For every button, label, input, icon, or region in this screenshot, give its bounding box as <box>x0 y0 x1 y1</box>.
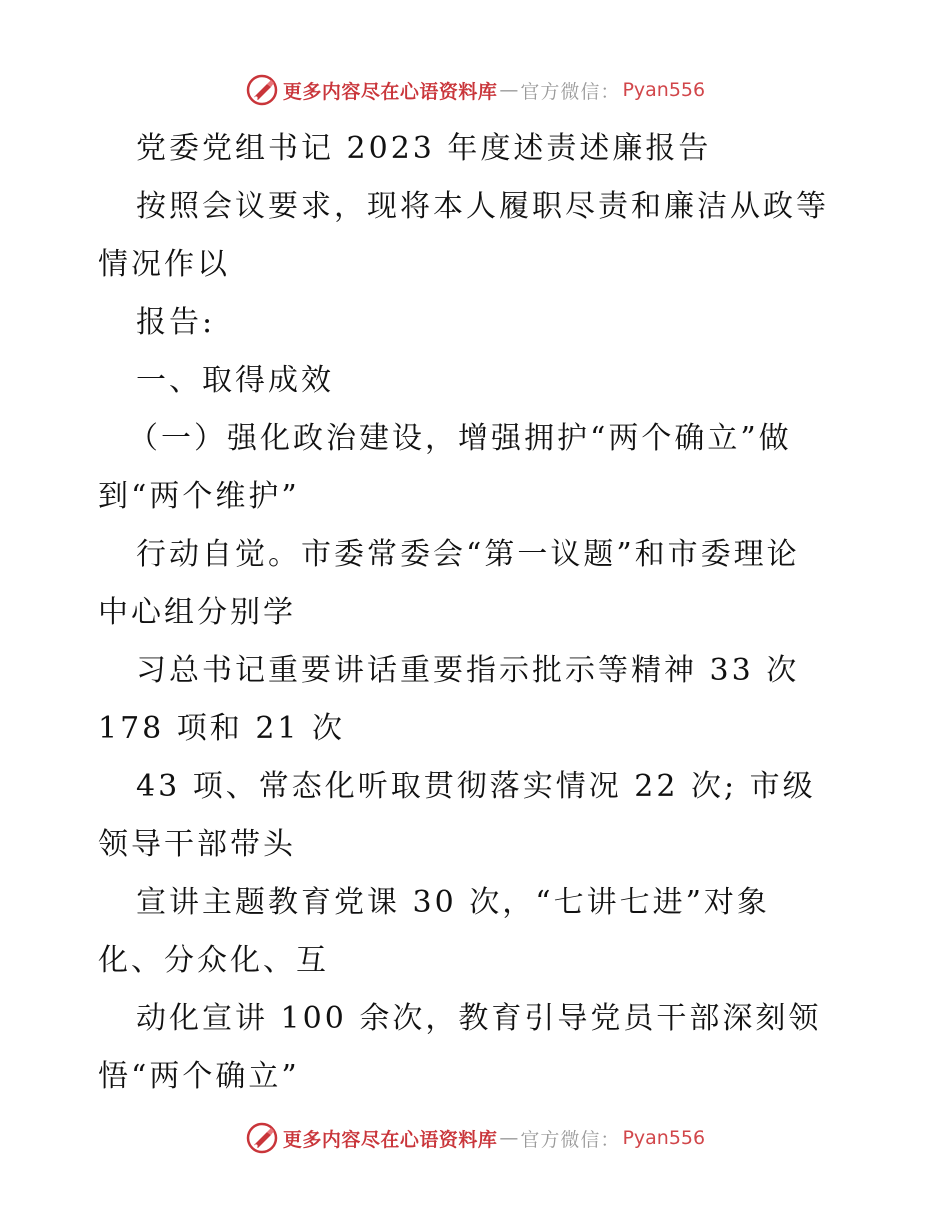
header-banner <box>0 70 950 110</box>
banner-main-text: 更多内容尽在心语资料库 <box>282 1128 498 1151</box>
paragraph-line: 动化宣讲 100 余次，教育引导党员干部深刻领 <box>136 1001 822 1036</box>
paragraph-line: 按照会议要求，现将本人履职尽责和廉洁从政等 <box>136 189 829 224</box>
banner-main-text: 更多内容尽在心语资料库 <box>282 80 498 103</box>
document-title: 党委党组书记 2023 年度述责述廉报告 <box>136 131 712 166</box>
paragraph-line: 宣讲主题教育党课 30 次，“七讲七进”对象 <box>136 885 770 920</box>
logo-pen-icon <box>245 1121 279 1155</box>
paragraph-line: 中心组分别学 <box>98 595 296 630</box>
paragraph-line: 领导干部带头 <box>98 827 296 862</box>
paragraph-line: 行动自觉。市委常委会“第一议题”和市委理论 <box>136 537 800 572</box>
section-heading: 一、取得成效 <box>136 363 334 398</box>
paragraph-line: 178 项和 21 次 <box>98 711 346 746</box>
footer-banner <box>0 1118 950 1158</box>
banner-dash: — <box>499 1127 519 1149</box>
paragraph-line: 43 项、常态化听取贯彻落实情况 22 次; 市级 <box>136 769 816 804</box>
paragraph-line: 习总书记重要讲话重要指示批示等精神 33 次 <box>136 653 800 688</box>
paragraph-line: 到“两个维护” <box>98 479 300 514</box>
logo-pen-icon <box>245 73 279 107</box>
subsection-heading: （一）强化政治建设，增强拥护“两个确立”做 <box>128 421 792 456</box>
paragraph-line: 情况作以 <box>98 247 230 282</box>
banner-dash: — <box>499 79 519 101</box>
banner-wechat-id: Pyan556 <box>622 79 706 101</box>
paragraph-line: 悟“两个确立” <box>98 1059 300 1094</box>
paragraph-line: 化、分众化、互 <box>98 943 329 978</box>
banner-sub-text: 官方微信： <box>520 80 621 103</box>
banner-sub-text: 官方微信： <box>520 1128 621 1151</box>
document-body <box>98 120 858 1106</box>
paragraph-line: 报告: <box>136 305 216 340</box>
banner-wechat-id: Pyan556 <box>622 1127 706 1149</box>
